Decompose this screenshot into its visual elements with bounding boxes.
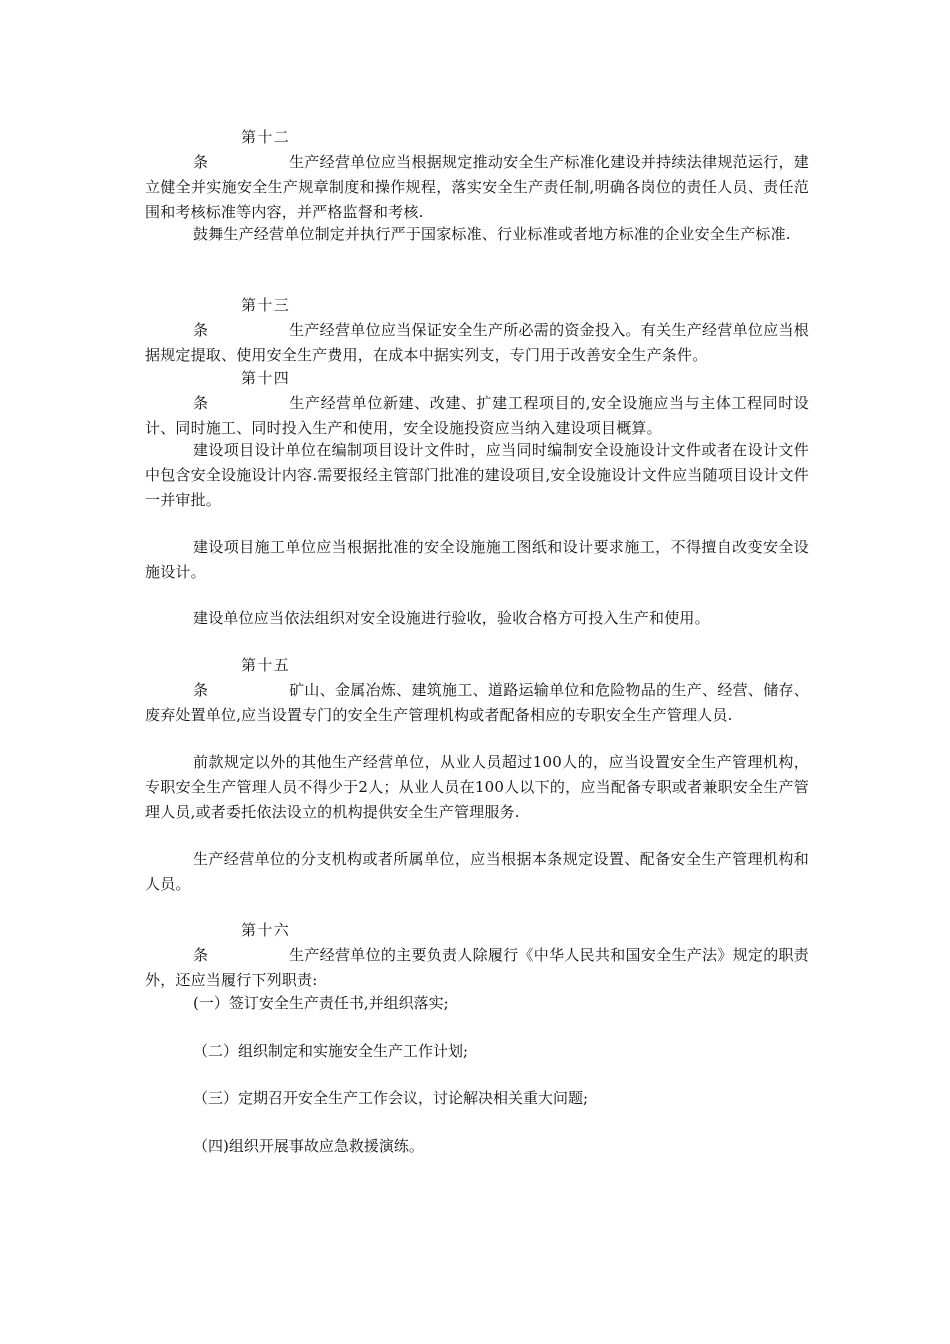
paragraph-text: 生产经营单位应当保证安全生产所必需的资金投入。有关生产经营单位应当根据规定提取、使用安全生产费用，在成本中据实列支，专门用于改善安全生产条件。 — [145, 321, 809, 364]
paragraph-text: 生产经营单位应当根据规定推动安全生产标准化建设并持续法律规范运行，建立健全并实施安全生产规章制度和操作规程，落实安全生产责任制,明确各岗位的责任人员、责任范围和考核标准等内容，并严格监督和考核. — [145, 153, 809, 221]
branch-paragraph — [145, 847, 809, 897]
paragraph-text: 鼓舞生产经营单位制定并执行严于国家标准、行业标准或者地方标准的企业安全生产标准. — [193, 225, 791, 243]
paragraph-text: 生产经营单位新建、改建、扩建工程项目的,安全设施应当与主体工程同时设计、同时施工、同时投入生产和使用，安全设施投资应当纳入建设项目概算。 — [145, 394, 809, 437]
staffing-paragraph — [145, 750, 809, 825]
article-13-paragraph — [145, 293, 809, 368]
paragraph-text: 建设项目设计单位在编制项目设计文件时，应当同时编制安全设施设计文件或者在设计文件中包含安全设施设计内容.需要报经主管部门批准的建设项目,安全设施设计文件应当随项目设计文件一并审批。 — [145, 441, 809, 509]
article-number: 第十三条 — [193, 296, 289, 339]
article-number: 第十四条 — [193, 369, 289, 412]
article-16-paragraph — [145, 918, 809, 993]
standards-paragraph — [145, 222, 809, 247]
design-unit-paragraph — [145, 438, 809, 513]
paragraph-text: 建设项目施工单位应当根据批准的安全设施施工图纸和设计要求施工，不得擅自改变安全设施设计。 — [145, 538, 809, 581]
article-12-paragraph — [145, 125, 809, 225]
acceptance-paragraph — [145, 606, 809, 631]
article-number: 第十五条 — [193, 656, 289, 699]
duty-item-1: (一）签订安全生产责任书,并组织落实; — [193, 994, 449, 1012]
paragraph-text: 生产经营单位的分支机构或者所属单位，应当根据本条规定设置、配备安全生产管理机构和人员。 — [145, 850, 809, 893]
construction-unit-paragraph — [145, 535, 809, 585]
article-number: 第十二条 — [193, 128, 289, 171]
paragraph-text: 生产经营单位的主要负责人除履行《中华人民共和国安全生产法》规定的职责外，还应当履行下列职责: — [145, 946, 809, 989]
article-15-paragraph — [145, 653, 809, 728]
paragraph-text: 建设单位应当依法组织对安全设施进行验收，验收合格方可投入生产和使用。 — [193, 609, 710, 627]
duty-item-2: （二）组织制定和实施安全生产工作计划; — [193, 1042, 469, 1060]
duty-item-4: （四)组织开展事故应急救援演练。 — [193, 1137, 424, 1155]
duty-item-3: （三）定期召开安全生产工作会议，讨论解决相关重大问题; — [193, 1089, 589, 1107]
paragraph-text: 矿山、金属冶炼、建筑施工、道路运输单位和危险物品的生产、经营、储存、废弃处置单位,应当设置专门的安全生产管理机构或者配备相应的专职安全生产管理人员. — [145, 681, 809, 724]
paragraph-text: 前款规定以外的其他生产经营单位，从业人员超过100人的，应当设置安全生产管理机构，专职安全生产管理人员不得少于2人；从业人员在100人以下的，应当配备专职或者兼职安全生产管理人员,或者委托依法设立的机构提供安全生产管理服务. — [145, 753, 809, 821]
article-number: 第十六条 — [193, 921, 289, 964]
article-14-paragraph — [145, 366, 809, 441]
